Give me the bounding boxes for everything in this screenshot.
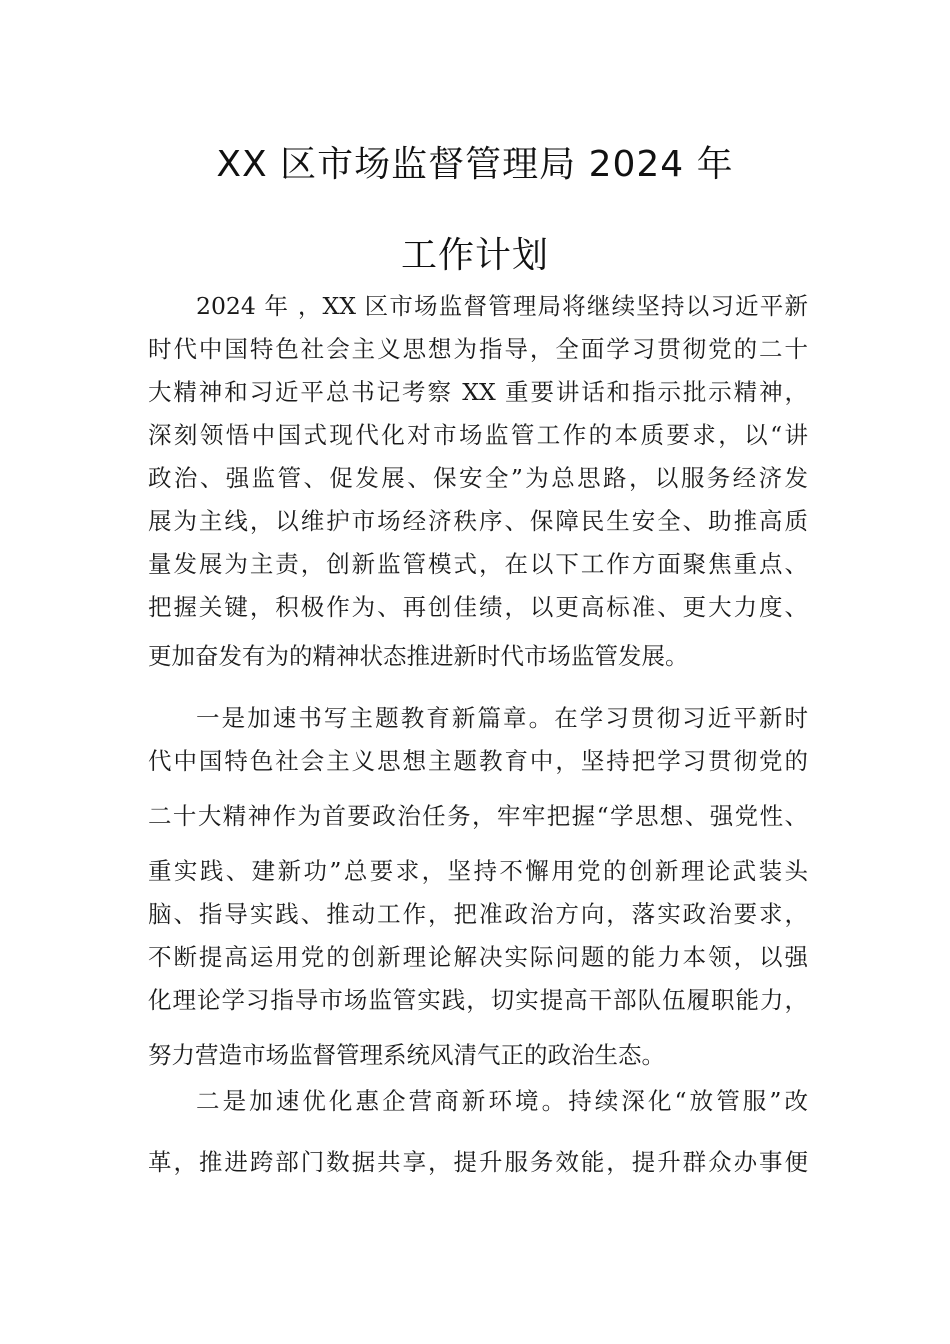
document-title: XX 区市场监督管理局 2024 年 (216, 144, 734, 185)
document-subtitle: 工作计划 (400, 235, 549, 276)
paragraph-line: 化理论学习指导市场监管实践，切实提高干部队伍履职能力， (148, 986, 808, 1014)
paragraph-line: 脑、指导实践、推动工作，把准政治方向，落实政治要求， (148, 900, 808, 928)
paragraph-line: 二是加速优化惠企营商新环境。持续深化“放管服”改 (196, 1087, 808, 1115)
paragraph-line: 不断提高运用党的创新理论解决实际问题的能力本领，以强 (148, 943, 808, 971)
paragraph-line: 展为主线，以维护市场经济秩序、保障民生安全、助推高质 (148, 507, 808, 535)
paragraph-line: 时代中国特色社会主义思想为指导，全面学习贯彻党的二十 (148, 335, 808, 363)
paragraph-line: 一是加速书写主题教育新篇章。在学习贯彻习近平新时 (196, 704, 808, 732)
paragraph-line: 大精神和习近平总书记考察 XX 重要讲话和指示批示精神， (148, 378, 808, 406)
paragraph-line: 量发展为主责，创新监管模式，在以下工作方面聚焦重点、 (148, 550, 808, 578)
paragraph-intro (148, 285, 808, 678)
paragraph-line: 2024 年 ，XX 区市场监督管理局将继续坚持以习近平新 (196, 292, 808, 320)
paragraph-line: 重实践、建新功”总要求，坚持不懈用党的创新理论武装头 (148, 857, 808, 885)
paragraph-line: 革，推进跨部门数据共享，提升服务效能，提升群众办事便 (148, 1148, 808, 1176)
paragraph-item-2 (148, 1080, 808, 1184)
paragraph-line: 二十大精神作为首要政治任务，牢牢把握“学思想、强党性、 (148, 802, 808, 830)
paragraph-line: 把握关键，积极作为、再创佳绩，以更高标准、更大力度、 (148, 593, 808, 621)
paragraph-line: 政治、强监管、促发展、保安全”为总思路，以服务经济发 (148, 464, 808, 492)
paragraph-line: 代中国特色社会主义思想主题教育中，坚持把学习贯彻党的 (148, 747, 808, 775)
paragraph-item-1 (148, 697, 808, 1077)
paragraph-line: 更加奋发有为的精神状态推进新时代市场监管发展。 (148, 642, 689, 670)
paragraph-line: 努力营造市场监督管理系统风清气正的政治生态。 (148, 1041, 665, 1069)
paragraph-line: 深刻领悟中国式现代化对市场监管工作的本质要求，以“讲 (148, 421, 808, 449)
